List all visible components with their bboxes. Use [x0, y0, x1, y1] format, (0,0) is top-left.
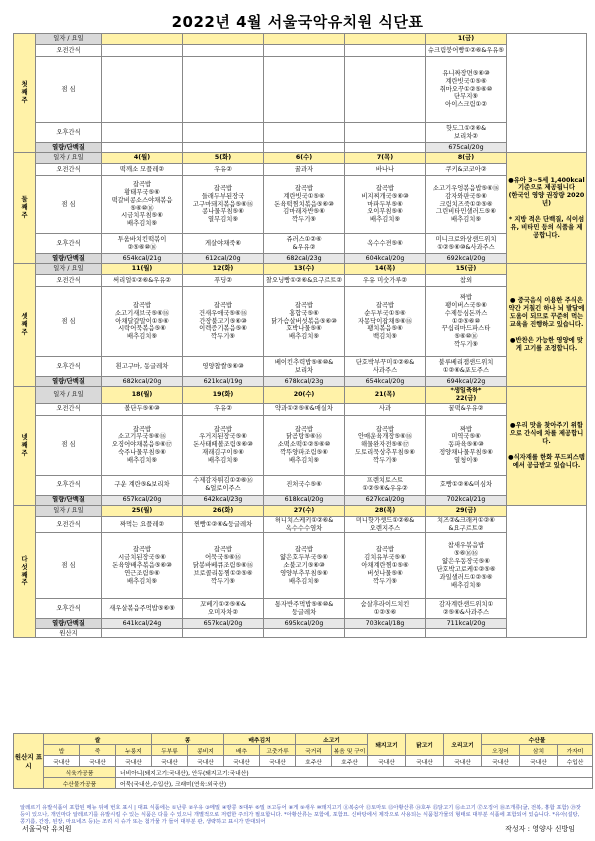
menu-row-lunch	[14, 533, 587, 599]
menu-cell-date: 18(월)	[102, 387, 183, 404]
menu-cell-date: 19(화)	[183, 387, 264, 404]
menu-cell-kcal: 641kcal/24g	[102, 619, 183, 629]
menu-row-extra	[14, 629, 587, 638]
origin-group-beef: 소고기	[296, 734, 368, 745]
menu-cell-date: 25(월)	[102, 505, 183, 516]
menu-row-pm-snack	[14, 357, 587, 377]
origin-item: 삼치	[520, 745, 558, 756]
page-title: 2022년 4월 서울국악유치원 식단표	[171, 13, 424, 31]
origin-value: 국내산	[188, 756, 224, 767]
menu-cell-date	[102, 34, 183, 45]
menu-row-pm-snack	[14, 123, 587, 143]
menu-cell-pm-snack: 불루베리잼샌드위치 ①②⑥&포도주스	[426, 357, 507, 377]
menu-cell-pm-snack: 진처국수⑤⑥	[264, 475, 345, 495]
row-label-lunch: 점 심	[36, 176, 102, 234]
menu-cell-lunch: 잡곡밥 시금치된장국⑤⑥ 돈육양배추볶음⑤⑥⑩ 연근조림⑤⑥ 배추김치⑨	[102, 533, 183, 599]
menu-cell-pm-snack: 단호박부꾸미①②⑥& 사과주스	[345, 357, 426, 377]
menu-cell-pm-snack: 프렌치토스트 ①②⑤⑥&우유②	[345, 475, 426, 495]
week-notes: ●유아 3~5세 1,400kcal 기준으로 제공됩니다 (한국인 영양 권장량 2020년) * 지방 적은 단백질, 식이섬유, 비타민 등의 식품을 제공합니다.	[507, 153, 587, 264]
processed-seafood-label: 수산물가공품	[44, 778, 116, 789]
menu-cell-extra	[183, 629, 264, 638]
origin-item: 콩비지	[188, 745, 224, 756]
menu-cell-am-snack	[345, 45, 426, 57]
menu-cell-kcal: 654kcal/21g	[102, 254, 183, 264]
origin-value: 국내산	[406, 756, 444, 767]
menu-cell-extra	[345, 629, 426, 638]
row-label-kcal: 열량/단백질	[36, 254, 102, 264]
menu-cell-am-snack: 허니치스케키①②⑥& 옥수수수염차	[264, 516, 345, 533]
origin-group-bean: 콩	[152, 734, 224, 745]
menu-cell-am-snack	[264, 45, 345, 57]
menu-cell-am-snack: 슈크림붕어빵①②⑥&우유⑤	[426, 45, 507, 57]
row-label-pm-snack: 오후간식	[36, 599, 102, 619]
menu-row-am-snack	[14, 516, 587, 533]
row-label-kcal: 열량/단백질	[36, 143, 102, 153]
origin-item: 죽	[80, 745, 116, 756]
menu-cell-pm-snack: 호빵①②⑥&미심차	[426, 475, 507, 495]
week-notes: ● 중국음식 이용한 주식은 약간 거칠긴 하나 뇌 발달에 도움이 되므로 꾸준히 먹는 교육을 진행하고 있습니다. ●반찬은 가능한 영양에 맞게 고기를 조정합니다.	[507, 264, 587, 387]
menu-cell-am-snack: 짜먹는 요플레②	[102, 516, 183, 533]
menu-cell-lunch: 잡곡밥 안매운육개장⑤⑥⑯ 해물완자전⑤⑥⑰ 도토리묵상추무침⑤⑥ 깍두기⑨	[345, 415, 426, 475]
menu-cell-kcal: 618kcal/20g	[264, 495, 345, 505]
row-label-lunch: 점 심	[36, 57, 102, 123]
week-label: 넷 째 주	[14, 387, 36, 506]
menu-cell-lunch: 잡곡밥 들래두부된장국 고구마돼지볶음⑤⑥⑯ 콩나물무침⑤⑥ 열무김치⑨	[183, 176, 264, 234]
menu-cell-kcal: 678kcal/23g	[264, 377, 345, 387]
row-label-extra: 원산지	[36, 629, 102, 638]
menu-cell-am-snack: 꿀떡&우유②	[426, 403, 507, 415]
menu-cell-lunch: 소고기우엉볶음밥⑤⑥⑯ 감자와판국⑤⑥ 크림치즈죽①②⑤⑥ 그린비타민샐러드⑤⑥ 배추김치⑨	[426, 176, 507, 234]
menu-cell-am-snack: 찰오닝빵①②⑥&요구르트②	[264, 275, 345, 287]
menu-cell-lunch: 잡곡밥 비지찌개국⑤⑥⑩ 마파두부⑤⑥ 오이무침⑤⑥ 배추김치⑨	[345, 176, 426, 234]
row-label-date: 일자 / 요일	[36, 153, 102, 164]
menu-cell-kcal: 612cal/20g	[183, 254, 264, 264]
menu-cell-date: 11(월)	[102, 264, 183, 275]
menu-cell-pm-snack	[183, 123, 264, 143]
row-label-kcal: 열량/단백질	[36, 495, 102, 505]
menu-cell-kcal: 711kcal/20g	[426, 619, 507, 629]
row-label-pm-snack: 오후간식	[36, 234, 102, 254]
origin-item: 볶음 및 구이	[332, 745, 368, 756]
origin-value: 국내산	[260, 756, 296, 767]
menu-cell-lunch: 잡곡밥 김치유부국⑤⑥ 아채계란찜①⑤⑥ 버섯나물⑤⑥ 깍두기⑨	[345, 533, 426, 599]
menu-cell-pm-snack: 핫도그①②⑥& 보리차②	[426, 123, 507, 143]
origin-value: 국내산	[152, 756, 188, 767]
menu-cell-lunch: 잡곡밥 소고기무국⑤⑥⑯ 오징어야채볶음⑤⑥⑰ 숙주나물무침⑤⑥ 배추김치⑨	[102, 415, 183, 475]
menu-cell-date: 6(수)	[264, 153, 345, 164]
menu-row-am-snack	[14, 164, 587, 176]
origin-group-pork: 돼지고기	[368, 734, 406, 756]
menu-cell-lunch: 잡곡밥 우거지된장국⑤⑥ 돈사태떼볼조림⑤⑥⑩ 재래김구이⑤⑥ 배추김치⑨	[183, 415, 264, 475]
origin-item: 국거리	[296, 745, 332, 756]
origin-value: 국내산	[368, 756, 406, 767]
row-label-date: 일자 / 요일	[36, 505, 102, 516]
menu-cell-kcal: 682kcal/20g	[102, 377, 183, 387]
menu-cell-date: 5(화)	[183, 153, 264, 164]
menu-cell-am-snack: 떡깨소 모플레②	[102, 164, 183, 176]
origin-item: 밥	[44, 745, 80, 756]
menu-cell-lunch: 잡곡밥 얇은호두부국⑤⑥ 소불고기⑤⑥⑩ 영양부추무침⑤⑥ 배추김치⑨	[264, 533, 345, 599]
row-label-am-snack: 오전간식	[36, 164, 102, 176]
menu-cell-pm-snack: 게살야채죽⑥	[183, 234, 264, 254]
menu-cell-am-snack: 볼단두⑤⑥⑩	[102, 403, 183, 415]
origin-item: 고춧가루	[260, 745, 296, 756]
origin-group-duck: 오리고기	[444, 734, 482, 756]
menu-cell-am-snack	[102, 45, 183, 57]
menu-row-date	[14, 153, 587, 164]
menu-cell-date: 8(금)	[426, 153, 507, 164]
menu-cell-pm-snack: 꼬베기①②⑤⑥& 오미자차②	[183, 599, 264, 619]
menu-cell-lunch: 잡곡밥 홍합국⑤⑥ 닭가슴살버섯볶음⑤⑥⑩ 호박나물⑤⑥ 배추김치⑨	[264, 287, 345, 357]
row-label-lunch: 점 심	[36, 287, 102, 357]
menu-cell-am-snack: 써리얼①②⑥&우유②	[102, 275, 183, 287]
menu-cell-am-snack: 우유②	[183, 403, 264, 415]
menu-cell-lunch	[102, 57, 183, 123]
menu-row-kcal	[14, 143, 587, 153]
menu-cell-kcal: 694kcal/22g	[426, 377, 507, 387]
menu-cell-am-snack: 찐빵①②⑥&둥글레차	[183, 516, 264, 533]
row-label-am-snack: 오전간식	[36, 45, 102, 57]
week-label: 셋 째 주	[14, 264, 36, 387]
menu-cell-am-snack: 사과	[345, 403, 426, 415]
menu-row-pm-snack	[14, 234, 587, 254]
menu-cell-date: 4(월)	[102, 153, 183, 164]
menu-cell-kcal: 682cal/23g	[264, 254, 345, 264]
menu-cell-am-snack: 우유 미숫가루②	[345, 275, 426, 287]
row-label-pm-snack: 오후간식	[36, 357, 102, 377]
menu-cell-date: 7(목)	[345, 153, 426, 164]
menu-cell-date: 15(금)	[426, 264, 507, 275]
menu-cell-lunch: 짜밥 미역국⑤⑥ 동파육⑤⑥⑩ 정양채나물무침⑤⑥ 열청이⑨	[426, 415, 507, 475]
menu-cell-kcal	[345, 143, 426, 153]
origin-value: 수입산	[558, 756, 593, 767]
row-label-am-snack: 오전간식	[36, 516, 102, 533]
menu-cell-lunch: 잡곡밥 황태무국⑤⑥ 떡갈비콩소스야채볶음 ⑤⑥⑩⑯ 시금치무침⑤⑥ 배추김치⑨	[102, 176, 183, 234]
menu-cell-kcal: 675cal/20g	[426, 143, 507, 153]
week-label: 둘 째 주	[14, 153, 36, 264]
menu-cell-lunch: 잡곡밥 건새우애국⑤⑥⑯ 간장불고기⑤⑥⑩ 이렉증기볶음⑤⑥ 깍두기⑨	[183, 287, 264, 357]
week-notes	[507, 505, 587, 638]
origin-value: 국내산	[44, 756, 80, 767]
menu-row-am-snack	[14, 403, 587, 415]
menu-cell-date: 13(수)	[264, 264, 345, 275]
origin-value: 국내산	[444, 756, 482, 767]
origin-value: 국내산	[80, 756, 116, 767]
menu-row-date	[14, 505, 587, 516]
menu-cell-pm-snack: 새우살볶음주먹밥⑤⑥⑨	[102, 599, 183, 619]
menu-cell-lunch: 잡곡밥 소고기새브국⑤⑥⑯ 아채달걀말이①⑤⑥ 시락어묵볶음⑤⑥ 배추김치⑨	[102, 287, 183, 357]
menu-cell-date: 1(금)	[426, 34, 507, 45]
menu-cell-extra	[102, 629, 183, 638]
menu-cell-lunch	[183, 57, 264, 123]
menu-cell-date	[345, 34, 426, 45]
menu-cell-pm-snack	[345, 123, 426, 143]
menu-row-kcal	[14, 377, 587, 387]
menu-cell-lunch	[264, 57, 345, 123]
row-label-date: 일자 / 요일	[36, 387, 102, 404]
menu-cell-kcal: 621kcal/19g	[183, 377, 264, 387]
menu-cell-kcal: 692kcal/20g	[426, 254, 507, 264]
menu-cell-date: 26(화)	[183, 505, 264, 516]
menu-cell-pm-snack: 쥬러스①②⑥ &우유②	[264, 234, 345, 254]
origin-table	[13, 733, 593, 789]
menu-row-pm-snack	[14, 475, 587, 495]
origin-item: 오징어	[482, 745, 520, 756]
menu-cell-extra	[426, 629, 507, 638]
row-label-pm-snack: 오후간식	[36, 123, 102, 143]
week-notes: ●우리 맛을 찾아주기 위함으로 간식에 차를 제공합니다. ●식자재를 한화 푸드피스템에서 공급받고 있습니다.	[507, 387, 587, 506]
menu-row-kcal	[14, 619, 587, 629]
menu-cell-am-snack: 쿠키&코코아②	[426, 164, 507, 176]
row-label-pm-snack: 오후간식	[36, 475, 102, 495]
menu-row-kcal	[14, 495, 587, 505]
menu-cell-lunch: 잡곡밥 순두부국①⑤⑥ 자몽닥이잡채⑤⑥⑯ 팽치볶음⑤⑥ 백김치⑨	[345, 287, 426, 357]
menu-cell-kcal	[102, 143, 183, 153]
menu-row-lunch	[14, 287, 587, 357]
menu-cell-kcal: 654kcal/20g	[345, 377, 426, 387]
origin-value: 호주산	[332, 756, 368, 767]
origin-group-kimchi: 배추김치	[224, 734, 296, 745]
menu-row-pm-snack	[14, 599, 587, 619]
processed-meat-value: 너비아니(돼지고기:국내산), 안두(돼지고기:국내산)	[116, 767, 593, 778]
menu-cell-am-snack: 참외	[426, 275, 507, 287]
menu-cell-kcal: 703kcal/18g	[345, 619, 426, 629]
origin-group-rice: 쌀	[44, 734, 152, 745]
menu-cell-am-snack: 꿀과자	[264, 164, 345, 176]
menu-cell-date: 28(목)	[345, 505, 426, 516]
week-label: 다 섯 째 주	[14, 505, 36, 638]
menu-cell-am-snack: 약과①②⑤⑥&매실차	[264, 403, 345, 415]
menu-cell-am-snack: 우유②	[183, 164, 264, 176]
menu-cell-pm-snack: 투움바치킨떡볶이 ②⑤⑥⑩⑯	[102, 234, 183, 254]
menu-cell-kcal: 604kcal/20g	[345, 254, 426, 264]
menu-cell-kcal: 657kcal/20g	[102, 495, 183, 505]
row-label-am-snack: 오전간식	[36, 275, 102, 287]
menu-cell-am-snack: 미니핫가셋드①②⑥& 오렌지주스	[345, 516, 426, 533]
menu-cell-kcal: 627kcal/20g	[345, 495, 426, 505]
origin-value: 국내산	[520, 756, 558, 767]
origin-value: 국내산	[224, 756, 260, 767]
origin-item: 두부류	[152, 745, 188, 756]
row-label-kcal: 열량/단백질	[36, 619, 102, 629]
menu-cell-pm-snack: 영양찹쌀⑤⑥⑩	[183, 357, 264, 377]
origin-item: 배추	[224, 745, 260, 756]
menu-row-lunch	[14, 176, 587, 234]
row-label-lunch: 점 심	[36, 533, 102, 599]
menu-row-lunch	[14, 57, 587, 123]
week-notes	[507, 34, 587, 153]
menu-cell-kcal	[183, 143, 264, 153]
origin-group-seafood: 수산물	[482, 734, 593, 745]
row-label-date: 일자 / 요일	[36, 264, 102, 275]
menu-cell-date	[183, 34, 264, 45]
menu-cell-date: 29(금)	[426, 505, 507, 516]
menu-cell-lunch: 잡곡밥 어묵국⑤⑥⑯ 닭봉바베큐조림⑤⑥⑯ 브로콜리동찜①②⑤⑥ 깍두기⑨	[183, 533, 264, 599]
row-label-date: 일자 / 요일	[36, 34, 102, 45]
origin-group-chicken: 닭고기	[406, 734, 444, 756]
menu-cell-kcal: 702kcal/21g	[426, 495, 507, 505]
menu-cell-pm-snack: 숨살후라이드치킨 ①②⑤⑥	[345, 599, 426, 619]
processed-seafood-value: 어묵(국내산,수입산), 크래미(연육:외국산)	[116, 778, 593, 789]
menu-row-date	[14, 264, 587, 275]
menu-cell-date	[264, 34, 345, 45]
origin-side-label: 원산지 표시	[14, 734, 44, 789]
menu-cell-lunch: 참새우볶음밥 ⑤⑥⑯⑯ 얇은우동장국⑤⑥ 단호박고로케①②⑤⑥ 과일샐러드①②⑤⑥ 배추김치⑨	[426, 533, 507, 599]
menu-cell-am-snack	[183, 45, 264, 57]
processed-meat-label: 식육가공품	[44, 767, 116, 778]
menu-cell-date: 12(화)	[183, 264, 264, 275]
allergy-notice: 알레르기 유발식품이 포함된 메뉴 뒤에 번호 표시 | 대표 식품에는 ①난류 ②우유 ③메밀 ④땅콩 ⑤대두 ⑥밀 ⑦고등어 ⑧게 ⑨새우 ⑩돼지고기 ⑪복숭아 ⑫토마토 ⑬아황산류 ⑭호두 ⑮닭고기 ⑯소고기 ⑰오징어 ⑱조개류(굴, 전복, 홍합 포함) ⑲잣 등이 있으나, 개인마다 알레르기를 유발시킬 수 있는 식품은 다를 수 있으니 개별적으로 저렴한 주의가 필요합니다. *아황산류는 포함에, 포함묘. 신바탕에서 제작으로 사용되는 식품첨가물의 형태로 대부분 식품에 포함되어 있습니다. *유아(설탕, 콩기름, 간장, 된장, 마요네즈 등)는 조리 시 슈가 또는 첨가물 가 들어 대부분 관, 생략하고 표시가 반대되어	[20, 805, 581, 826]
menu-cell-pm-snack: 통자반주먹밥⑤⑥⑩& 둥글레차	[264, 599, 345, 619]
menu-cell-pm-snack	[264, 123, 345, 143]
menu-cell-pm-snack: 베이킨추력밥⑤⑥⑩& 보리차	[264, 357, 345, 377]
row-label-am-snack: 오전간식	[36, 403, 102, 415]
week-label: 첫 째 주	[14, 34, 36, 153]
menu-cell-kcal: 657kcal/20g	[183, 619, 264, 629]
menu-cell-pm-snack: 옥수수젼⑤⑥	[345, 234, 426, 254]
menu-row-date	[14, 387, 587, 404]
menu-cell-pm-snack: 미니크로와상샌드위치 ①②⑤⑥⑩&사과주스	[426, 234, 507, 254]
footer-school: 서울국악 유치원	[22, 825, 72, 833]
menu-cell-lunch: 잡곡밥 닭곰탕⑤⑥⑯ 소떡소떡①②⑤⑥⑩ 깍뚜양파조림⑤⑥ 배추김치⑨	[264, 415, 345, 475]
origin-value: 국내산	[116, 756, 152, 767]
menu-row-am-snack	[14, 275, 587, 287]
menu-cell-date: *생일축하* 22(금)	[426, 387, 507, 404]
menu-row-am-snack	[14, 45, 587, 57]
row-label-kcal: 열량/단백질	[36, 377, 102, 387]
menu-cell-date: 21(목)	[345, 387, 426, 404]
row-label-lunch: 점 심	[36, 415, 102, 475]
origin-value: 호주산	[296, 756, 332, 767]
menu-row-date	[14, 34, 587, 45]
menu-cell-am-snack: 푸딩②	[183, 275, 264, 287]
origin-item: 가자미	[558, 745, 593, 756]
menu-cell-kcal: 642kcal/23g	[183, 495, 264, 505]
origin-item: 누룽지	[116, 745, 152, 756]
menu-cell-date: 27(수)	[264, 505, 345, 516]
menu-cell-pm-snack: 흰고구마, 동글레차	[102, 357, 183, 377]
menu-cell-date: 14(목)	[345, 264, 426, 275]
menu-cell-pm-snack: 구운 계란⑤&보리차	[102, 475, 183, 495]
menu-cell-pm-snack: 수제감자튀김①②⑥⑯ &얼로이주스	[183, 475, 264, 495]
menu-row-kcal	[14, 254, 587, 264]
menu-cell-extra	[264, 629, 345, 638]
menu-cell-lunch: 유니짜장면⑤⑥⑩ 계란빗국①⑤⑥ 취마오꾸①②⑤⑥⑩ 단무지⑨ 아이스크림①②	[426, 57, 507, 123]
origin-value: 국내산	[482, 756, 520, 767]
menu-row-lunch	[14, 415, 587, 475]
footer-author: 작성자 : 영양사 신방임	[505, 825, 575, 833]
menu-cell-date: 20(수)	[264, 387, 345, 404]
menu-cell-kcal: 695kcal/20g	[264, 619, 345, 629]
menu-cell-pm-snack	[102, 123, 183, 143]
menu-cell-lunch: 짜밥 팽이버스국⑤⑥ 수제등심돈까스 ①②⑤⑥⑩ 꾸십리마드파스타 ⑤⑥⑩⑯ 깍두기⑨	[426, 287, 507, 357]
menu-cell-kcal	[264, 143, 345, 153]
menu-cell-pm-snack: 감자계란샌드위치① ②⑤⑥&사과주스	[426, 599, 507, 619]
menu-cell-lunch: 잡곡밥 계란빗국①⑤⑥ 돈육떡찜치볶음⑤⑥⑩ 김마래자반⑤⑥ 깍두기⑨	[264, 176, 345, 234]
menu-cell-lunch	[345, 57, 426, 123]
menu-table	[13, 33, 587, 638]
menu-cell-am-snack: 바나나	[345, 164, 426, 176]
menu-cell-am-snack: 치즈②&크래커①②⑥ &요구르트②	[426, 516, 507, 533]
